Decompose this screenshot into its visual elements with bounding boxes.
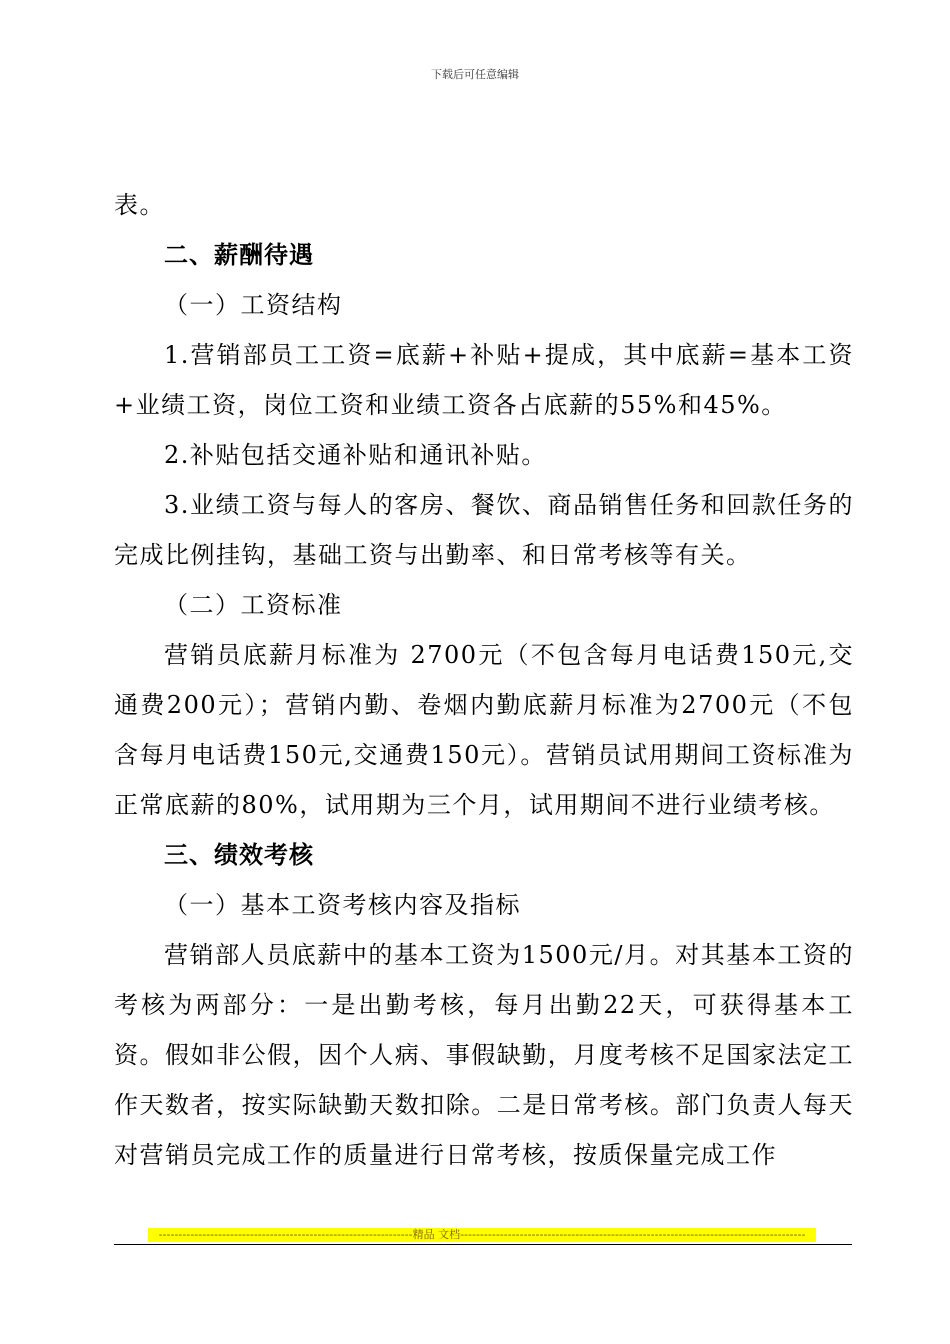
section-heading-3: 三、绩效考核 [164, 841, 314, 869]
section-heading-2: 二、薪酬待遇 [164, 241, 314, 269]
list-item-2: 2.补贴包括交通补贴和通讯补贴。 [164, 441, 547, 469]
subsection-wage-standard: （二）工资标准 [164, 591, 343, 619]
footer-divider [114, 1244, 852, 1245]
document-body [114, 180, 854, 1180]
subsection-wage-structure: （一）工资结构 [164, 291, 343, 319]
list-item-1: 1.营销部员工工资=底薪+补贴+提成，其中底薪=基本工资+业绩工资，岗位工资和业绩工资各占底薪的55%和45%。 [114, 341, 854, 419]
list-item-3: 3.业绩工资与每人的客房、餐饮、商品销售任务和回款任务的完成比例挂钩，基础工资与出勤率、和日常考核等有关。 [114, 491, 854, 569]
paragraph-base-wage: 营销部人员底薪中的基本工资为1500元/月。对其基本工资的考核为两部分：一是出勤考核，每月出勤22天，可获得基本工资。假如非公假，因个人病、事假缺勤，月度考核不足国家法定工作天数者，按实际缺勤天数扣除。二是日常考核。部门负责人每天对营销员完成工作的质量进行日常考核，按质保量完成工作 [114, 941, 854, 1169]
paragraph-continuation: 表。 [114, 191, 165, 219]
footer-banner: ----------------------------------------------------------------精品 文档--------------------------------------------------------------------------------------- [148, 1228, 816, 1242]
subsection-base-wage-assessment: （一）基本工资考核内容及指标 [164, 891, 521, 919]
paragraph-wage-standard: 营销员底薪月标准为 2700元（不包含每月电话费150元,交通费200元）；营销内勤、卷烟内勤底薪月标准为2700元（不包含每月电话费150元,交通费150元）。营销员试用期间工资标准为正常底薪的80%，试用期为三个月，试用期间不进行业绩考核。 [114, 641, 854, 819]
page-header: 下载后可任意编辑 [431, 68, 519, 81]
